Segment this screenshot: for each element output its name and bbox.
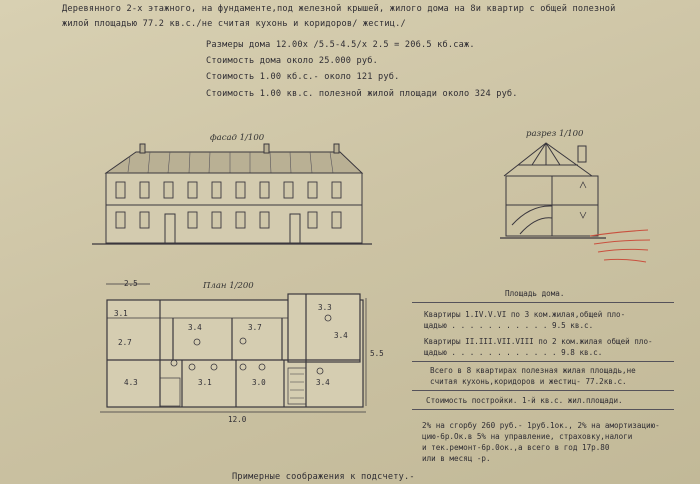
facade-window <box>332 182 341 198</box>
panel-line-3a: Всего в 8 квартирах полезная жилая площадь,не <box>430 366 636 375</box>
area-panel-title: Площадь дома. <box>505 289 565 298</box>
room-label: 2.7 <box>118 338 132 347</box>
spec-cost-cubic: Стоимость 1.00 кб.с.- около 121 руб. <box>206 72 400 82</box>
facade-window <box>140 212 149 228</box>
facade-window <box>188 212 197 228</box>
facade-window <box>236 212 245 228</box>
facade-window <box>284 182 293 198</box>
room-label: 3.4 <box>188 323 202 332</box>
panel-line-5c: и тек.ремонт-6р.0ок.,а всего в год 17р.80 <box>422 443 610 452</box>
panel-rule <box>412 390 674 391</box>
facade-window <box>164 182 173 198</box>
panel-rule <box>412 302 674 303</box>
room-label: 3.3 <box>318 303 332 312</box>
facade-window <box>308 182 317 198</box>
facade-window <box>116 182 125 198</box>
plan-height-dim: 5.5 <box>370 349 384 358</box>
facade-label: фасад 1/100 <box>210 133 265 143</box>
panel-rule <box>412 361 674 362</box>
facade-window <box>236 182 245 198</box>
red-ground-hatching <box>590 230 650 262</box>
panel-line-2b: щадью . . . . . . . . . . . . 9.8 кв.с. <box>424 348 603 357</box>
facade-window <box>332 212 341 228</box>
panel-line-2a: Квартиры II.III.VII.VIII по 2 ком.жилая общей пло- <box>424 337 653 346</box>
plan-top-dim: 2.5 <box>124 279 138 288</box>
spec-cost-area: Стоимость 1.00 кв.с. полезной жилой площади около 324 руб. <box>206 89 518 99</box>
panel-line-5d: или в месяц -р. <box>422 454 491 463</box>
footer-note: Примерные соображения к подсчету.- <box>232 472 415 482</box>
panel-rule <box>412 409 674 410</box>
section-label: разрез 1/100 <box>526 129 584 139</box>
panel-line-3b: считая кухонь,коридоров и жестиц- 77.2кв.с. <box>430 377 627 386</box>
room-label: 3.4 <box>316 378 330 387</box>
facade-window <box>212 212 221 228</box>
facade-window <box>212 182 221 198</box>
spec-dimensions: Размеры дома 12.00х /5.5-4.5/х 2.5 = 206.5 кб.саж. <box>206 40 475 50</box>
facade-window <box>140 182 149 198</box>
room-label: 3.1 <box>198 378 212 387</box>
panel-line-1b: щадью . . . . . . . . . . . 9.5 кв.с. <box>424 321 594 330</box>
panel-line-5b: цию-6р.Ок.в 5% на управление, страховку,налоги <box>422 432 633 441</box>
plan-label: План 1/200 <box>203 281 254 291</box>
facade-elevation <box>92 144 372 244</box>
room-label: 4.3 <box>124 378 138 387</box>
facade-window <box>308 212 317 228</box>
facade-window <box>260 212 269 228</box>
facade-window <box>116 212 125 228</box>
header-line-1: Деревянного 2-х этажного, на фундаменте,под железной крышей, жилого дома на 8и квартир с общей полезной <box>62 4 616 14</box>
panel-line-5a: 2% на сгорбу 260 руб.- 1руб.1ок., 2% на амортизацию- <box>422 421 660 430</box>
header-line-2: жилой площадью 77.2 кв.с./не считая кухонь и коридоров/ жестиц./ <box>62 19 406 29</box>
section-drawing <box>500 143 606 238</box>
room-label: 3.7 <box>248 323 262 332</box>
room-label: 3.4 <box>334 331 348 340</box>
facade-window <box>260 182 269 198</box>
panel-line-4: Стоимость постройки. 1-й кв.с. жил.площади. <box>426 396 623 405</box>
room-label: 3.1 <box>114 309 128 318</box>
room-label: 3.0 <box>252 378 266 387</box>
plan-width-dim: 12.0 <box>228 415 247 424</box>
spec-cost-house: Стоимость дома около 25.000 руб. <box>206 56 378 66</box>
facade-window <box>188 182 197 198</box>
panel-line-1a: Квартиры 1.IV.V.VI по 3 ком.жилая,общей пло- <box>424 310 626 319</box>
